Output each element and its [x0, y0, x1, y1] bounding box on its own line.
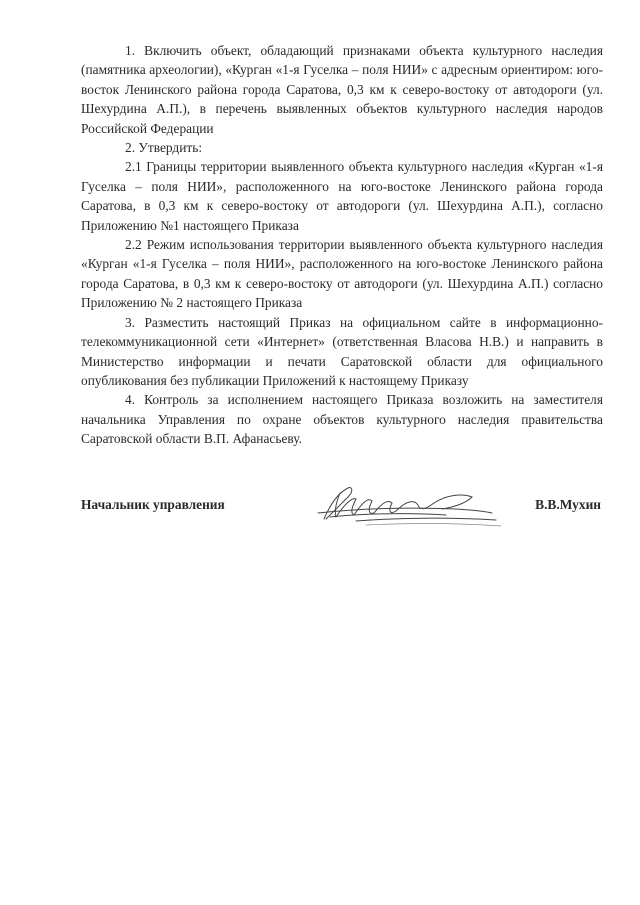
signatory-name: В.В.Мухин — [535, 497, 601, 512]
paragraph-item-2-2: 2.2 Режим использования территории выявленного объекта культурного наследия «Курган «1-я Гуселка – поля НИИ», расположенного на юго-востоке Ленинского района города Саратова, в 0,3 км к северо-востоку от автодороги (ул. Шехурдина А.П.) согласно Приложению № 2 настоящего Приказа — [81, 237, 603, 311]
paragraph-item-2-1: 2.1 Границы территории выявленного объекта культурного наследия «Курган «1-я Гуселка – поля НИИ», расположенного на юго-востоке Ленинского района города Саратова, в 0,3 км к северо-востоку от автодороги (ул. Шехурдина А.П.), согласно Приложению №1 настоящего Приказа — [81, 159, 603, 233]
order-body — [81, 41, 603, 449]
paragraph-item-4: 4. Контроль за исполнением настоящего Приказа возложить на заместителя начальника Управления по охране объектов культурного наследия правительства Саратовской области В.П. Афанасьеву. — [81, 392, 603, 447]
paragraph-item-1: 1. Включить объект, обладающий признаками объекта культурного наследия (памятника археологии), «Курган «1-я Гуселка – поля НИИ» с адресным ориентиром: юго-восток Ленинского района города Саратова, 0,3 км к северо-востоку от автодороги (ул. Шехурдина А.П.), в перечень выявленных объектов культурного наследия народов Российской Федерации — [81, 43, 603, 136]
signature-block — [81, 483, 603, 543]
paragraph-approve: 2. Утвердить: — [125, 140, 203, 156]
signatory-title: Начальник управления — [81, 497, 225, 512]
handwritten-signature — [296, 483, 506, 528]
paragraph-item-3: 3. Разместить настоящий Приказ на официальном сайте в информационно-телекоммуникационной сети «Интернет» (ответственная Власова Н.В.) и направить в Министерство информации и печати Саратовской области для официального опубликования без публикации Приложений к настоящему Приказу — [81, 314, 603, 388]
